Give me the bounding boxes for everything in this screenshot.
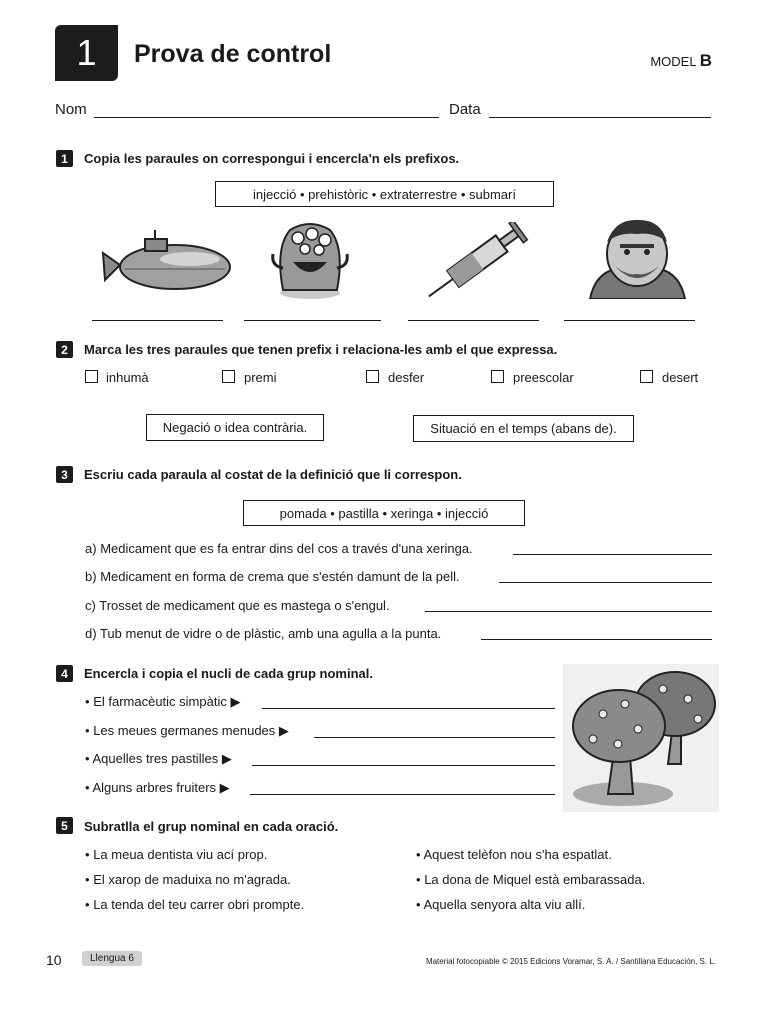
question-2-instruction: Marca les tres paraules que tenen prefix i relaciona-les amb el que expressa. [84, 342, 558, 357]
submarine-illustration [95, 225, 235, 300]
q4-answer-line-4[interactable] [250, 794, 555, 795]
meaning-time-box[interactable]: Situació en el temps (abans de). [413, 415, 634, 442]
copyright-notice: Material fotocopiable © 2015 Edicions Voramar, S. A. / Santillana Educación, S. L. [425, 957, 716, 966]
item-text: El farmacèutic simpàtic [93, 694, 227, 709]
name-label: Nom [55, 101, 87, 118]
model-text: MODEL [650, 54, 697, 69]
option-desfer: desfer [388, 370, 425, 385]
q4-item-1 [85, 694, 240, 710]
item-text: Alguns arbres fruiters [92, 780, 217, 795]
meaning-negation-box[interactable]: Negació o idea contrària. [146, 414, 324, 441]
checkbox-preescolar[interactable] [491, 370, 504, 383]
subject-tag: Llengua 6 [82, 951, 142, 966]
question-1-instruction: Copia les paraules on correspongui i encercla'n els prefixos. [84, 151, 460, 166]
bullet: • [416, 847, 421, 862]
sentence-text: Aquest telèfon nou s'ha espatlat. [423, 847, 612, 862]
checkbox-inhuma[interactable] [85, 370, 98, 383]
question-4-instruction: Encercla i copia el nucli de cada grup nominal. [84, 666, 373, 681]
arrow-icon: ▶ [278, 723, 289, 738]
item-text: Medicament que es fa entrar dins del cos a través d'una xeringa. [100, 541, 473, 556]
question-4-number: 4 [56, 665, 73, 682]
bullet: • [85, 897, 90, 912]
arrow-icon: ▶ [221, 751, 232, 766]
bullet: • [85, 872, 90, 887]
q3-answer-line-d[interactable] [481, 639, 712, 640]
sentence-text: La dona de Miquel està embarassada. [424, 872, 646, 887]
q4-answer-line-2[interactable] [314, 737, 555, 738]
item-text: Tub menut de vidre o de plàstic, amb una agulla a la punta. [99, 626, 442, 641]
q4-item-3 [85, 751, 232, 767]
q1-answer-line-2[interactable] [244, 320, 381, 321]
arrow-icon: ▶ [230, 694, 241, 709]
sentence-text: La meua dentista viu ací prop. [93, 847, 268, 862]
item-text: Trosset de medicament que es mastega o s'engul. [99, 598, 390, 613]
bullet: • [416, 897, 421, 912]
bullet: • [85, 694, 90, 709]
q3-item-a [85, 541, 473, 556]
item-letter: a) [85, 541, 97, 556]
q5-sentence-3 [85, 897, 304, 912]
bullet: • [416, 872, 421, 887]
page-number: 10 [46, 952, 62, 968]
alien-illustration [265, 218, 355, 300]
page-title: Prova de control [134, 40, 332, 68]
option-inhuma: inhumà [106, 370, 149, 385]
q3-item-c [85, 598, 390, 613]
q4-item-4 [85, 780, 230, 796]
checkbox-desert[interactable] [640, 370, 653, 383]
question-3-instruction: Escriu cada paraula al costat de la definició que li correspon. [84, 467, 462, 482]
question-5-instruction: Subratlla el grup nominal en cada oració. [84, 819, 339, 834]
item-text: Les meues germanes menudes [93, 723, 276, 738]
q5-sentence-5 [416, 872, 645, 887]
date-label: Data [449, 101, 481, 118]
item-letter: c) [85, 598, 96, 613]
caveman-illustration [585, 214, 690, 299]
item-text: Aquelles tres pastilles [92, 751, 219, 766]
q3-item-b [85, 569, 460, 584]
q5-sentence-1 [85, 847, 267, 862]
bullet: • [85, 723, 90, 738]
item-letter: b) [85, 569, 97, 584]
bullet: • [85, 780, 90, 795]
date-field[interactable] [489, 117, 711, 118]
q4-answer-line-3[interactable] [252, 765, 555, 766]
name-field[interactable] [94, 117, 439, 118]
option-desert: desert [662, 370, 699, 385]
q3-item-d [85, 626, 441, 641]
q1-answer-line-3[interactable] [408, 320, 539, 321]
sentence-text: La tenda del teu carrer obri prompte. [93, 897, 305, 912]
q4-answer-line-1[interactable] [262, 708, 555, 709]
question-1-number: 1 [56, 150, 73, 167]
option-preescolar: preescolar [513, 370, 574, 385]
q3-answer-line-c[interactable] [425, 611, 712, 612]
model-label [650, 51, 712, 71]
sentence-text: Aquella senyora alta viu allí. [423, 897, 586, 912]
q5-sentence-4 [416, 847, 612, 862]
fruit-trees-illustration [563, 664, 719, 812]
sentence-text: El xarop de maduixa no m'agrada. [93, 872, 291, 887]
q1-answer-line-1[interactable] [92, 320, 223, 321]
unit-number-badge: 1 [55, 25, 118, 81]
option-premi: premi [244, 370, 277, 385]
item-text: Medicament en forma de crema que s'estén damunt de la pell. [100, 569, 460, 584]
q1-answer-line-4[interactable] [564, 320, 695, 321]
item-letter: d) [85, 626, 97, 641]
bullet: • [85, 751, 90, 766]
q3-answer-line-a[interactable] [513, 554, 712, 555]
model-letter: B [699, 51, 712, 70]
question-3-number: 3 [56, 466, 73, 483]
checkbox-desfer[interactable] [366, 370, 379, 383]
q3-answer-line-b[interactable] [499, 582, 712, 583]
checkbox-premi[interactable] [222, 370, 235, 383]
q4-item-2 [85, 723, 289, 739]
question-2-number: 2 [56, 341, 73, 358]
q5-sentence-6 [416, 897, 585, 912]
arrow-icon: ▶ [219, 780, 230, 795]
question-5-number: 5 [56, 817, 73, 834]
q3-word-bank: pomada • pastilla • xeringa • injecció [243, 500, 525, 526]
bullet: • [85, 847, 90, 862]
q5-sentence-2 [85, 872, 291, 887]
syringe-illustration [412, 222, 547, 297]
q1-word-bank: injecció • prehistòric • extraterrestre • submarí [215, 181, 554, 207]
